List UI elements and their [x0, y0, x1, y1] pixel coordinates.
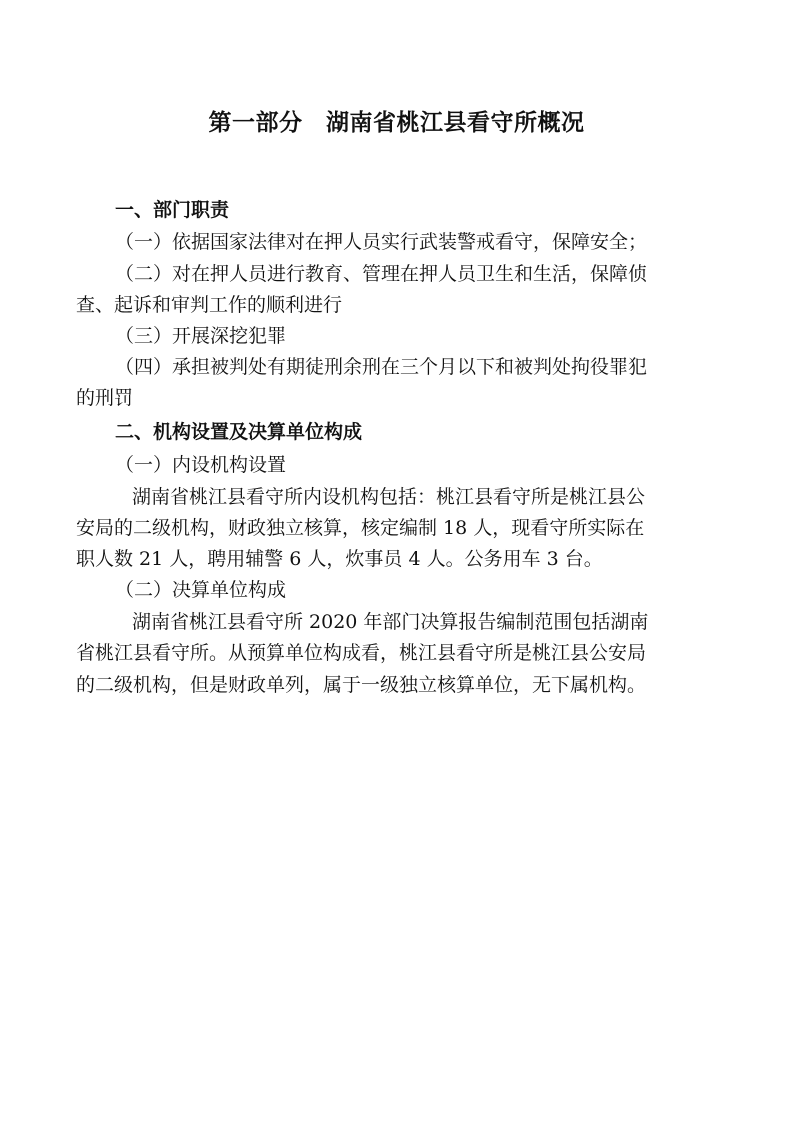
- duty-item-3: （三）开展深挖犯罪: [115, 325, 287, 347]
- subheading-budget-units: （二）决算单位构成: [115, 579, 287, 601]
- section-heading-structure: 二、机构设置及决算单位构成: [115, 421, 363, 443]
- page-title: 第一部分 湖南省桃江县看守所概况: [208, 110, 585, 136]
- paragraph-line: 省桃江县看守所。从预算单位构成看，桃江县看守所是桃江县公安局: [76, 642, 647, 664]
- paragraph-line: 安局的二级机构，财政独立核算，核定编制 18 人，现看守所实际在: [76, 517, 645, 539]
- paragraph-line: 职人数 21 人，聘用辅警 6 人，炊事员 4 人。公务用车 3 台。: [76, 548, 603, 570]
- paragraph-line: 的二级机构，但是财政单列，属于一级独立核算单位，无下属机构。: [76, 674, 647, 696]
- duty-item-4-cont: 的刑罚: [76, 387, 134, 409]
- section-heading-duties: 一、部门职责: [115, 199, 230, 221]
- duty-item-4: （四）承担被判处有期徒刑余刑在三个月以下和被判处拘役罪犯: [115, 356, 648, 378]
- duty-item-1: （一）依据国家法律对在押人员实行武装警戒看守，保障安全；: [115, 231, 648, 253]
- paragraph-line: 湖南省桃江县看守所 2020 年部门决算报告编制范围包括湖南: [132, 611, 649, 633]
- subheading-internal-structure: （一）内设机构设置: [115, 454, 287, 476]
- paragraph-line: 湖南省桃江县看守所内设机构包括：桃江县看守所是桃江县公: [132, 486, 646, 508]
- duty-item-2: （二）对在押人员进行教育、管理在押人员卫生和生活，保障侦: [115, 263, 648, 285]
- duty-item-2-cont: 查、起诉和审判工作的顺利进行: [76, 294, 343, 316]
